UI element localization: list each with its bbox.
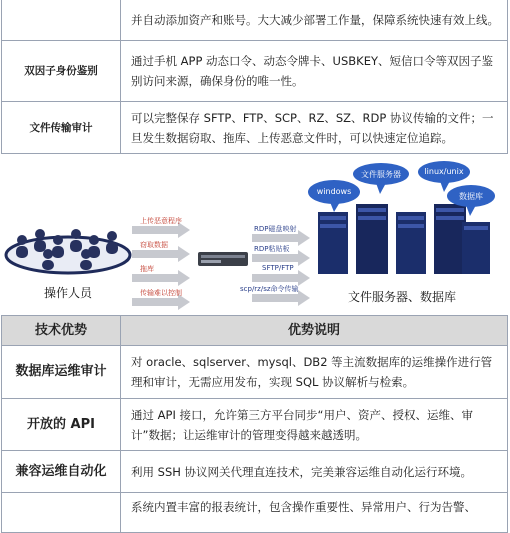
- bubble-label: windows: [316, 187, 352, 196]
- arrow-label: 传输难以控制: [140, 289, 182, 297]
- row-text: 通过 API 接口，允许第三方平台同步“用户、资产、授权、运维、审计”数据；让运维审计的管理变得越来越透明。: [121, 399, 508, 451]
- protocol-label: RDP粘贴板: [254, 245, 290, 253]
- row-label: 开放的 API: [2, 399, 121, 451]
- row-label: 文件传输审计: [2, 102, 121, 154]
- bubble-label: 文件服务器: [361, 170, 401, 179]
- row-text: 对 oracle、sqlserver、mysql、DB2 等主流数据库的运维操作进行管理和审计，无需应用发布，实现 SQL 协议解析与检索。: [121, 346, 508, 399]
- header-cell: 优势说明: [121, 316, 508, 346]
- row-text: 利用 SSH 协议网关代理直连技术，完美兼容运维自动化运行环境。: [121, 451, 508, 493]
- table-row: [2, 41, 508, 102]
- table-row: [2, 451, 508, 493]
- table-row: [2, 399, 508, 451]
- row-text: 系统内置丰富的报表统计，包含操作重要性、异常用户、行为告警、: [121, 493, 508, 533]
- table-header: [2, 316, 508, 346]
- server-rack-icon: [318, 204, 490, 274]
- row-text: 并自动添加资产和账号。大大减少部署工作量，保障系统快速有效上线。: [121, 0, 508, 41]
- row-text: 可以完整保存 SFTP、FTP、SCP、RZ、SZ、RDP 协议传输的文件；一旦发生数据窃取、拖库、上传恶意文件时，可以快速定位追踪。: [121, 102, 508, 154]
- advantages-table: [1, 315, 508, 533]
- row-label: [2, 0, 121, 41]
- audit-gateway-device-icon: [198, 252, 248, 266]
- file-transfer-audit-diagram: [0, 150, 510, 315]
- feature-table-top: [1, 0, 508, 154]
- arrow-label: 上传恶意程序: [140, 217, 182, 225]
- header-cell: 技术优势: [2, 316, 121, 346]
- servers-caption: 文件服务器、数据库: [348, 290, 457, 304]
- row-label: 兼容运维自动化: [2, 451, 121, 493]
- protocol-label: SFTP/FTP: [262, 264, 294, 272]
- table-row: [2, 0, 508, 41]
- row-label: 双因子身份鉴别: [2, 41, 121, 102]
- table-row: [2, 346, 508, 399]
- protocol-label: scp/rz/sz命令传输: [240, 285, 299, 293]
- table-row: [2, 102, 508, 154]
- row-text: 通过手机 APP 动态口令、动态令牌卡、USBKEY、短信口令等双因子鉴别访问来源，确保身份的唯一性。: [121, 41, 508, 102]
- row-label: 数据库运维审计: [2, 346, 121, 399]
- operators-caption: 操作人员: [44, 286, 93, 300]
- arrow-label: 窃取数据: [140, 241, 168, 249]
- bubble-label: linux/unix: [424, 167, 464, 176]
- bubble-label: 数据库: [459, 192, 483, 201]
- arrow-label: 拖库: [140, 265, 154, 273]
- protocol-label: RDP磁盘映射: [254, 225, 297, 233]
